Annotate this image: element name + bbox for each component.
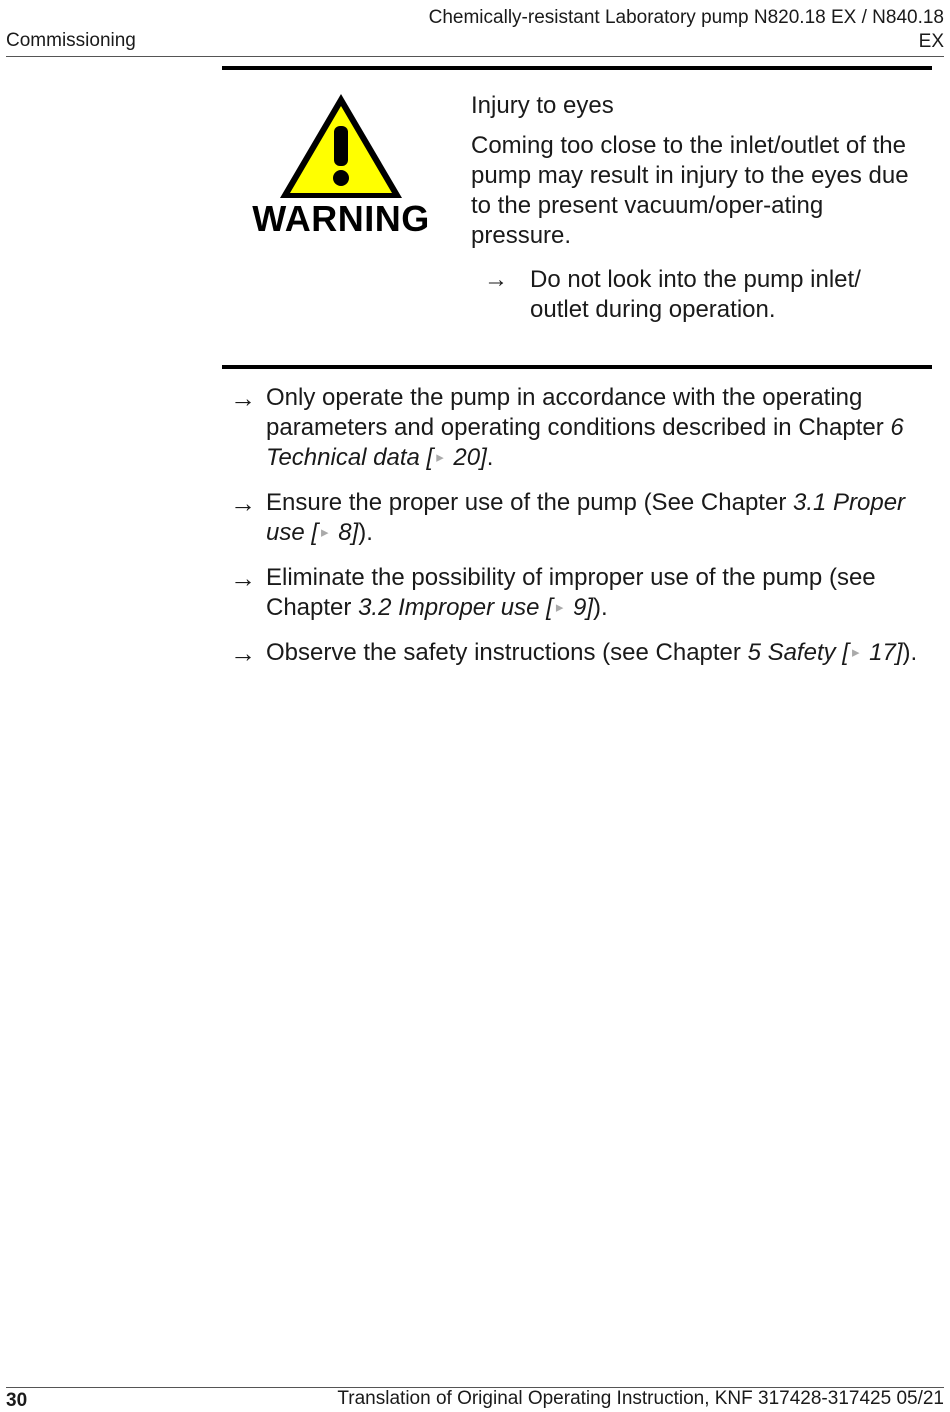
chapter-reference-link[interactable] [748, 639, 903, 666]
page-number: 30 [6, 1390, 28, 1411]
header-document-title [344, 6, 944, 54]
page-marker-icon: ▸ [851, 644, 860, 661]
instruction-item [230, 638, 940, 668]
reference-title: 3.1 Proper use [ [266, 489, 906, 546]
arrow-right-icon: → [230, 563, 256, 593]
instruction-item [230, 563, 940, 623]
instruction-text-end: . [486, 444, 494, 471]
instruction-text: Only operate the pump in accordance with the operating parameters and operating conditions described in Chapter [266, 384, 891, 441]
instruction-item [230, 488, 940, 548]
instruction-text: Ensure the proper use of the pump (See Chapter [266, 489, 793, 516]
reference-title: 3.2 Improper use [ [358, 594, 553, 621]
warning-body: Coming too close to the inlet/outlet of the pump may result in injury to the eyes due to the present vacuum/oper-ating pressure. [471, 132, 909, 249]
reference-page: 9] [566, 594, 594, 621]
reference-title: 6 Technical data [ [266, 414, 904, 471]
warning-action-text: Do not look into the pump inlet/ outlet during operation. [530, 266, 861, 323]
arrow-right-icon: → [484, 266, 508, 293]
header-section-title: Commissioning [6, 30, 136, 51]
reference-page: 20] [446, 444, 487, 471]
arrow-right-icon: → [230, 488, 256, 518]
reference-title: 5 Safety [ [747, 639, 849, 666]
warning-heading: Injury to eyes [471, 92, 614, 119]
instruction-item [230, 383, 940, 473]
header-title-line-2: EX [918, 31, 944, 52]
reference-page: 8] [331, 519, 359, 546]
header-divider [6, 56, 944, 57]
warning-action [484, 265, 914, 325]
header-title-line-1: Chemically-resistant Laboratory pump N820.18 EX / N840.18 [428, 7, 944, 28]
chapter-reference-link[interactable] [358, 594, 593, 621]
warning-bottom-rule [222, 365, 932, 369]
warning-signal-word: WARNING [252, 198, 430, 239]
page-marker-icon: ▸ [321, 524, 329, 541]
instruction-list [230, 383, 940, 683]
footer-text: Translation of Original Operating Instruction, KNF 317428-317425 05/21 [337, 1388, 944, 1409]
instruction-text-end: ). [593, 594, 608, 621]
page-marker-icon: ▸ [436, 449, 444, 466]
page-marker-icon: ▸ [555, 599, 564, 616]
instruction-text-end: ). [902, 639, 918, 666]
reference-page: 17] [862, 639, 903, 666]
instruction-text-end: ). [358, 519, 373, 546]
instruction-text: Eliminate the possibility of improper use of the pump (see Chapter [266, 564, 876, 621]
arrow-right-icon: → [230, 638, 256, 668]
warning-triangle-icon [276, 90, 406, 202]
warning-top-rule [222, 66, 932, 70]
arrow-right-icon: → [230, 383, 256, 413]
instruction-text: Observe the safety instructions (see Chapter [266, 639, 748, 666]
